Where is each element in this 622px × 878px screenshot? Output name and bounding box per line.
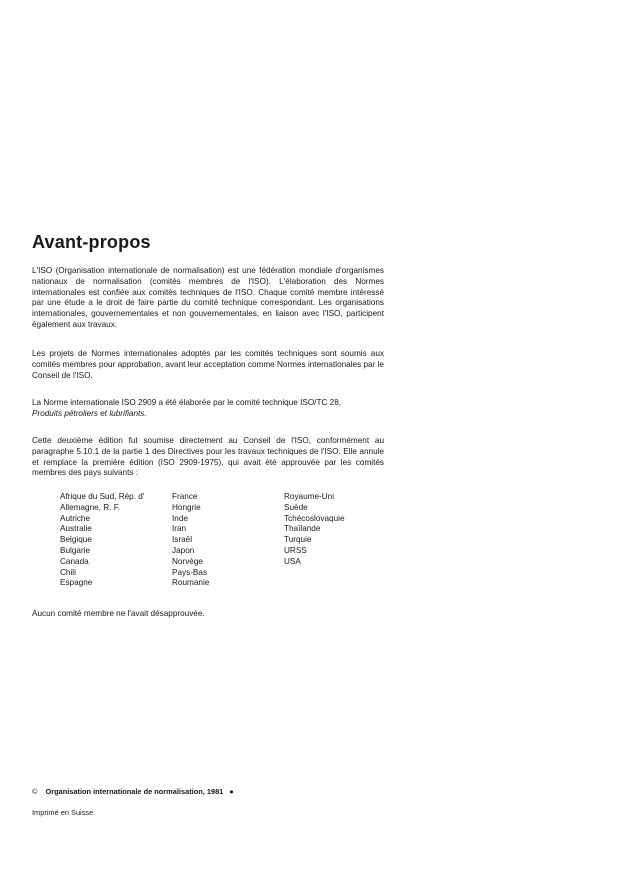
country-item: Iran [172, 524, 187, 534]
country-item: Espagne [60, 578, 93, 588]
country-item: USA [284, 556, 301, 566]
country-item: Afrique du Sud, Rép. d' [60, 492, 145, 501]
paragraph-technical-committee [32, 398, 384, 420]
country-item: Tchécoslovaquie [284, 513, 345, 523]
country-item: Bulgarie [60, 545, 91, 555]
country-item: Japon [172, 545, 195, 555]
paragraph-second-edition: Cette deuxième édition fut soumise directement au Conseil de l'ISO, conformément au paragraphe 5.10.1 de la partie 1 des Directives pour les travaux techniques de l'ISO. Elle annule et remplace la première édition (ISO 2909-1975), qui avait été approuvée par les comités membres des pays suivants : [32, 436, 384, 478]
country-item: Israël [172, 535, 193, 545]
country-item: Inde [172, 513, 188, 523]
copyright-text: Organisation internationale de normalisation, 1981 [45, 787, 224, 796]
country-column-1 [60, 492, 170, 589]
country-item: Roumanie [172, 578, 210, 588]
country-item: Allemagne, R. F. [60, 502, 121, 512]
page-title: Avant-propos [32, 232, 151, 252]
paragraph-no-disapproval: Aucun comité membre ne l'avait désapprouvée. [32, 609, 205, 618]
country-item: Hongrie [172, 502, 201, 512]
copyright-icon: © [32, 787, 38, 796]
printed-in: Imprimé en Suisse [32, 808, 94, 817]
country-item: Suède [284, 502, 308, 512]
bullet-icon: ● [229, 787, 234, 796]
country-item: France [172, 492, 198, 501]
country-item: Chili [60, 567, 76, 577]
country-item: Canada [60, 556, 89, 566]
country-column-2 [172, 492, 282, 589]
country-item: Turquie [284, 535, 312, 545]
country-item: Pays-Bas [172, 567, 208, 577]
country-item: Belgique [60, 535, 92, 545]
country-item: Thaïlande [284, 524, 321, 534]
paragraph-draft-standards: Les projets de Normes internationales adoptés par les comités techniques sont soumis aux comités membres pour approbation, avant leur acceptation comme Normes internationales par le Conseil de l'ISO. [32, 349, 384, 380]
country-item: Autriche [60, 513, 91, 523]
country-item: URSS [284, 545, 307, 555]
paragraph-iso-description: L'ISO (Organisation internationale de normalisation) est une fédération mondiale d'organismes nationaux de normalisation (comités membres de l'ISO). L'élaboration des Normes internationales est confiée aux comités techniques de l'ISO. Chaque comité membre intéressé par une étude a le droit de faire partie du comité technique correspondant. Les organisations internationales, gouvernementales et non gouvernementales, en liaison avec l'ISO, participent également aux travaux. [32, 266, 384, 329]
country-item: Norvège [172, 556, 203, 566]
country-item: Australie [60, 524, 92, 534]
committee-name: Produits pétroliers et lubrifiants. [32, 408, 147, 418]
copyright-line [32, 787, 234, 796]
paragraph-technical-committee-lead: La Norme internationale ISO 2909 a été élaborée par le comité technique ISO/TC 28, [32, 398, 342, 407]
country-item: Royaume-Uni [284, 492, 335, 501]
country-column-3 [284, 492, 394, 568]
